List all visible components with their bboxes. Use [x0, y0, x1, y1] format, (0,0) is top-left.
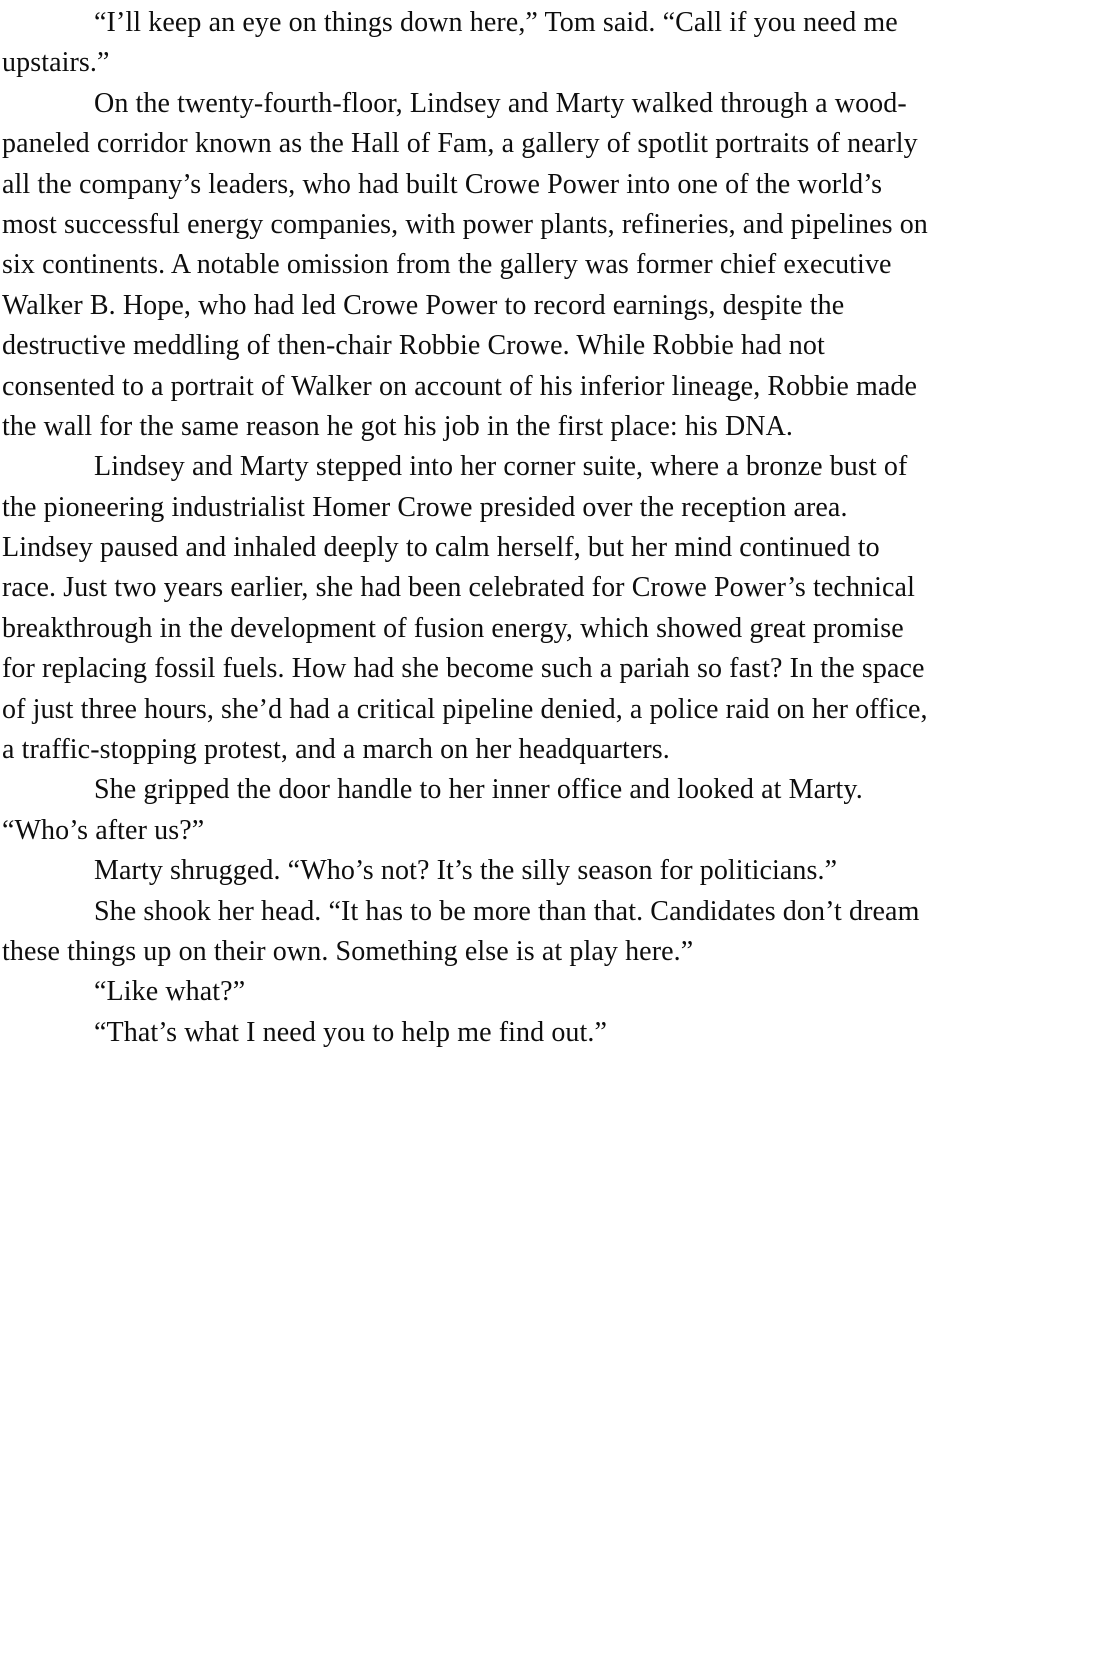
- paragraph-line: the pioneering industrialist Homer Crowe presided over the reception area.: [2, 491, 848, 523]
- paragraph-first-line: Marty shrugged. “Who’s not? It’s the silly season for politicians.”: [94, 855, 838, 887]
- paragraph-first-line: “I’ll keep an eye on things down here,” Tom said. “Call if you need me: [94, 7, 898, 38]
- story-text: [2, 3, 1112, 1053]
- paragraph-line: of just three hours, she’d had a critical pipeline denied, a police raid on her office,: [2, 693, 928, 725]
- paragraph-line: paneled corridor known as the Hall of Fam, a gallery of spotlit portraits of nearly: [2, 128, 918, 160]
- paragraph-line: consented to a portrait of Walker on account of his inferior lineage, Robbie made: [2, 370, 918, 402]
- paragraph-line: race. Just two years earlier, she had been celebrated for Crowe Power’s technical: [2, 572, 915, 604]
- paragraph-first-line: On the twenty-fourth-floor, Lindsey and Marty walked through a wood-: [94, 87, 907, 119]
- paragraph-line: most successful energy companies, with power plants, refineries, and pipelines on: [2, 208, 928, 240]
- paragraph-first-line: She gripped the door handle to her inner office and looked at Marty.: [94, 774, 863, 806]
- paragraph-line: Lindsey paused and inhaled deeply to calm herself, but her mind continued to: [2, 532, 880, 564]
- paragraph-first-line: Lindsey and Marty stepped into her corner suite, where a bronze bust of: [94, 451, 908, 483]
- paragraph-line: breakthrough in the development of fusion energy, which showed great promise: [2, 612, 904, 644]
- paragraph-line: the wall for the same reason he got his job in the first place: his DNA.: [2, 410, 794, 442]
- paragraph-line: a traffic-stopping protest, and a march on her headquarters.: [2, 734, 670, 766]
- paragraph-line: upstairs.”: [2, 47, 110, 79]
- paragraph-line: these things up on their own. Something else is at play here.”: [2, 935, 694, 967]
- paragraph-first-line: “That’s what I need you to help me find out.”: [94, 1016, 608, 1048]
- paragraph-first-line: She shook her head. “It has to be more than that. Candidates don’t dream: [94, 895, 920, 927]
- paragraph-line: “Who’s after us?”: [2, 814, 205, 846]
- paragraph-line: destructive meddling of then-chair Robbie Crowe. While Robbie had not: [2, 330, 825, 362]
- paragraph-first-line: “Like what?”: [94, 976, 246, 1008]
- paragraph-line: Walker B. Hope, who had led Crowe Power to record earnings, despite the: [2, 289, 845, 321]
- paragraph-line: six continents. A notable omission from the gallery was former chief executive: [2, 249, 892, 281]
- paragraph-line: all the company’s leaders, who had built Crowe Power into one of the world’s: [2, 168, 883, 200]
- paragraph-line: for replacing fossil fuels. How had she become such a pariah so fast? In the space: [2, 653, 925, 685]
